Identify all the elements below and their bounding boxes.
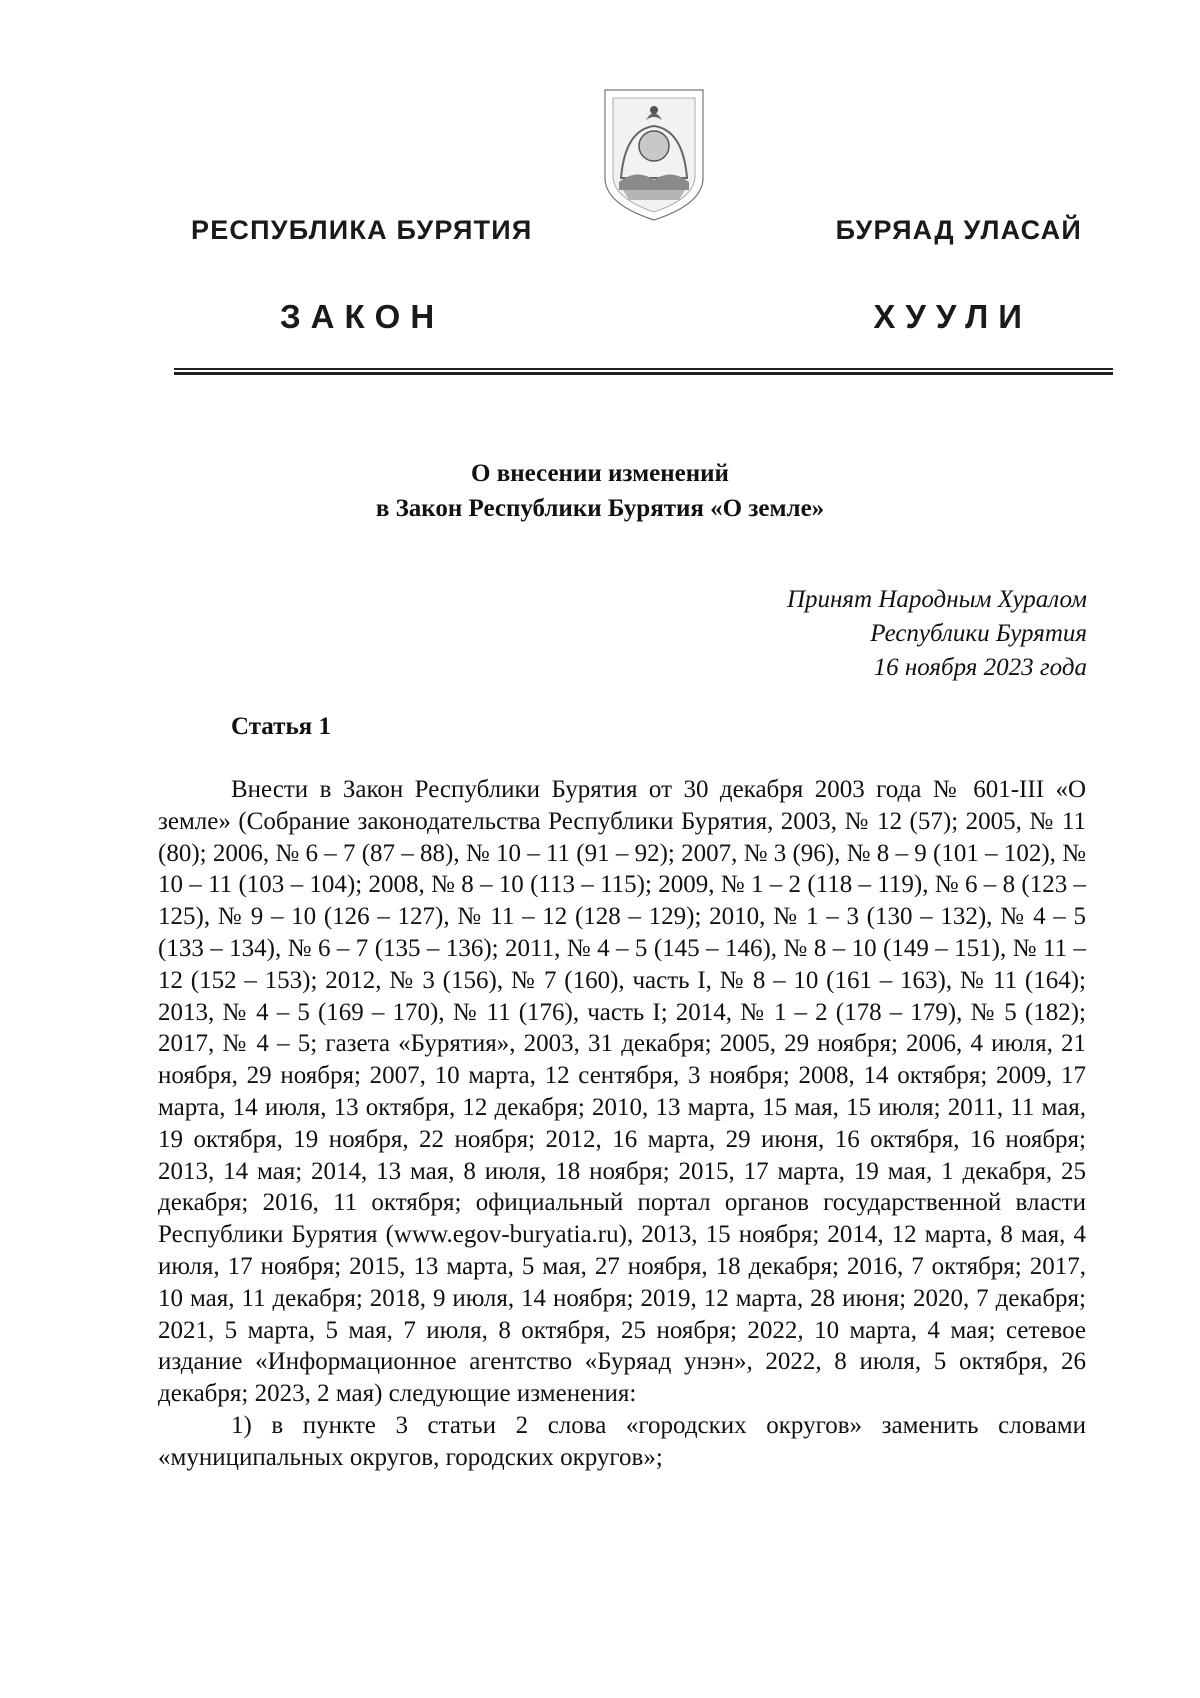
article-heading: Статья 1 bbox=[231, 713, 331, 740]
article-paragraph-1: Внести в Закон Республики Бурятия от 30 декабря 2003 года № 601-III «О земле» (Собрание законодательства Республики Бурятия, 2003, № 12 (57); 2005, № 11 (80); 2006, № 6 – 7 (87 – 88), № 10 – 11 (91 – 92); 2007, № 3 (96), № 8 – 9 (101 – 102), № 10 – 11 (103 – 104); 2008, № 8 – 10 (113 – 115); 2009, № 1 – 2 (118 – 119), № 6 – 8 (123 – 125), № 9 – 10 (126 – 127), № 11 – 12 (128 – 129); 2010, № 1 – 3 (130 – 132), № 4 – 5 (133 – 134), № 6 – 7 (135 – 136); 2011, № 4 – 5 (145 – 146), № 8 – 10 (149 – 151), № 11 – 12 (152 – 153); 2012, № 3 (156), № 7 (160), часть I, № 8 – 10 (161 – 163), № 11 (164); 2013, № 4 – 5 (169 – 170), № 11 (176), часть I; 2014, № 1 – 2 (178 – 179), № 5 (182); 2017, № 4 – 5; газета «Бурятия», 2003, 31 декабря; 2005, 29 ноября; 2006, 4 июля, 21 ноября, 29 ноября; 2007, 10 марта, 12 сентября, 3 ноября; 2008, 14 октября; 2009, 17 марта, 14 июля, 13 октября, 12 декабря; 2010, 13 марта, 15 мая, 15 июля; 2011, 11 мая, 19 октября, 19 ноября, 22 ноября; 2012, 16 марта, 29 июня, 16 октября, 16 ноября; 2013, 14 мая; 2014, 13 мая, 8 июля, 18 ноября; 2015, 17 марта, 19 мая, 1 декабря, 25 декабря; 2016, 11 октября; официальный портал органов государственной власти Республики Бурятия (www.egov-buryatia.ru), 2013, 15 ноября; 2014, 12 марта, 8 мая, 4 июля, 17 ноября; 2015, 13 марта, 5 мая, 27 ноября, 18 декабря; 2016, 7 октября; 2017, 10 мая, 11 декабря; 2018, 9 июля, 14 ноября; 2019, 12 марта, 28 июня; 2020, 7 декабря; 2021, 5 марта, 5 мая, 7 июля, 8 октября, 25 ноября; 2022, 10 марта, 4 мая; сетевое издание «Информационное агентство «Буряад унэн», 2022, 8 июля, 5 октября, 26 декабря; 2023, 2 мая) следующие изменения: bbox=[158, 776, 1086, 1408]
title-line-2: в Закон Республики Бурятия «О земле» bbox=[375, 495, 825, 522]
adoption-line-2: Республики Бурятия bbox=[870, 620, 1087, 647]
article-paragraph-2: 1) в пункте 3 статьи 2 слова «городских округов» заменить словами «муниципальных округов, городских округов»; bbox=[158, 1411, 1086, 1471]
header-right-country: БУРЯАД УЛАСАЙ bbox=[835, 215, 1082, 245]
header-divider bbox=[174, 368, 1113, 375]
header-left-doc-type: ЗАКОН bbox=[280, 298, 445, 335]
coat-of-arms-emblem bbox=[599, 86, 709, 224]
adoption-note bbox=[787, 583, 1087, 685]
title-line-1: О внесении изменений bbox=[471, 460, 729, 487]
document-title bbox=[0, 456, 1200, 526]
header-right-doc-type: ХУУЛИ bbox=[873, 298, 1032, 335]
header-left-country: РЕСПУБЛИКА БУРЯТИЯ bbox=[191, 215, 533, 245]
article-body bbox=[158, 774, 1086, 1474]
adoption-line-3: 16 ноября 2023 года bbox=[873, 654, 1087, 681]
adoption-line-1: Принят Народным Хуралом bbox=[786, 586, 1087, 613]
